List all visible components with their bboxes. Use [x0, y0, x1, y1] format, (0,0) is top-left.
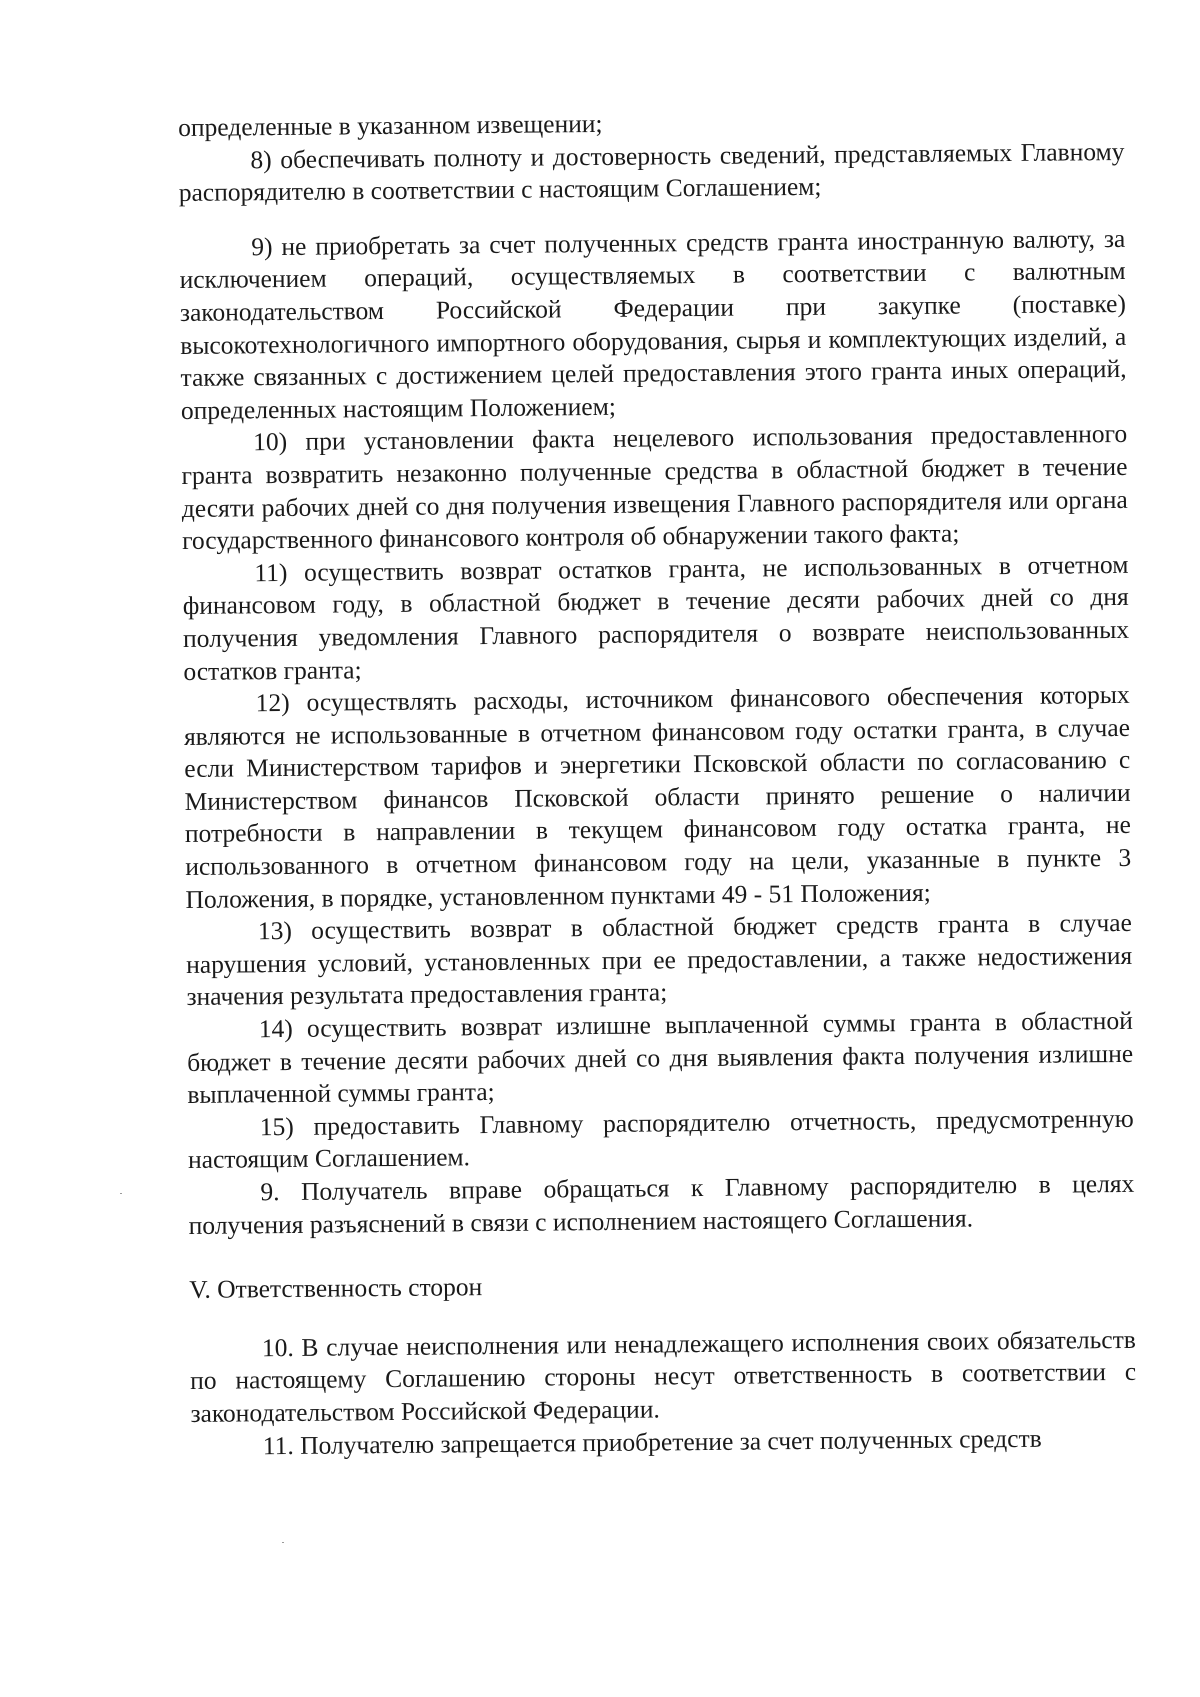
clause-10: 10. В случае неисполнения или ненадлежащего исполнения своих обязательств по настоящему Соглашению стороны несут ответственность в соответствии с законодательством Российской Федерации. [190, 1324, 1137, 1428]
item-9: 9) не приобретать за счет полученных средств гранта иностранную валюту, за исключением операций, осуществляемых в соответствии с валютным законодательством Российской Федерации при закупке (поставке) высокотехнологичного импортного оборудования, сырья и комплектующих изделий, а также связанных с достижением целей предоставления этого гранта иных операций, определенных настоящим Положением; [179, 223, 1127, 425]
item-13: 13) осуществить возврат в областной бюджет средств гранта в случае нарушения условий, установленных при ее предоставлении, а также недостижения значения результата предоставления гранта; [186, 908, 1133, 1012]
item-14: 14) осуществить возврат излишне выплаченной суммы гранта в областной бюджет в течение десяти рабочих дней со дня выявления факта получения излишне выплаченной суммы гранта; [186, 1005, 1134, 1110]
item-8: 8) обеспечивать полноту и достоверность сведений, представляемых Главному распорядителю в соответствии с настоящим Соглашением; [178, 136, 1125, 208]
item-11: 11) осуществить возврат остатков гранта, не использованных в отчетном финансовом году, в областной бюджет в течение десяти рабочих дней со дня получения уведомления Главного распорядителя о возврате неиспользованных остатков гранта; [182, 549, 1130, 686]
paragraph-continuation: определенные в указанном извещении; [178, 108, 603, 142]
section-heading: V. Ответственность сторон [189, 1272, 483, 1305]
document-body [178, 103, 1137, 1463]
scan-speck [282, 1542, 284, 1543]
clause-9: 9. Получатель вправе обращаться к Главному распорядителю в целях получения разъяснений в связи с исполнением настоящего Соглашения. [188, 1168, 1135, 1240]
scan-speck [120, 1193, 122, 1194]
item-15: 15) предоставить Главному распорядителю отчетность, предусмотренную настоящим Соглашением. [187, 1103, 1134, 1175]
item-10: 10) при установлении факта нецелевого использования предоставленного гранта возвратить незаконно полученные средства в областной бюджет в течение десяти рабочих дней со дня получения извещения Главного распорядителя или органа государственного финансового контроля об обнаружении такого факта; [181, 419, 1128, 556]
clause-11: 11. Получателю запрещается приобретение за счет полученных средств [262, 1423, 1042, 1460]
item-12: 12) осуществлять расходы, источником финансового обеспечения которых являются не использованные в отчетном финансовом году остатки гранта, в случае если Министерством тарифов и энергетики Псковской области по согласованию с Министерством финансов Псковской области принято решение о наличии потребности в направлении в текущем финансовом году остатка гранта, не использованного в отчетном финансовом году на цели, указанные в пункте 3 Положения, в порядке, установленном пунктами 49 - 51 Положения; [183, 679, 1132, 914]
